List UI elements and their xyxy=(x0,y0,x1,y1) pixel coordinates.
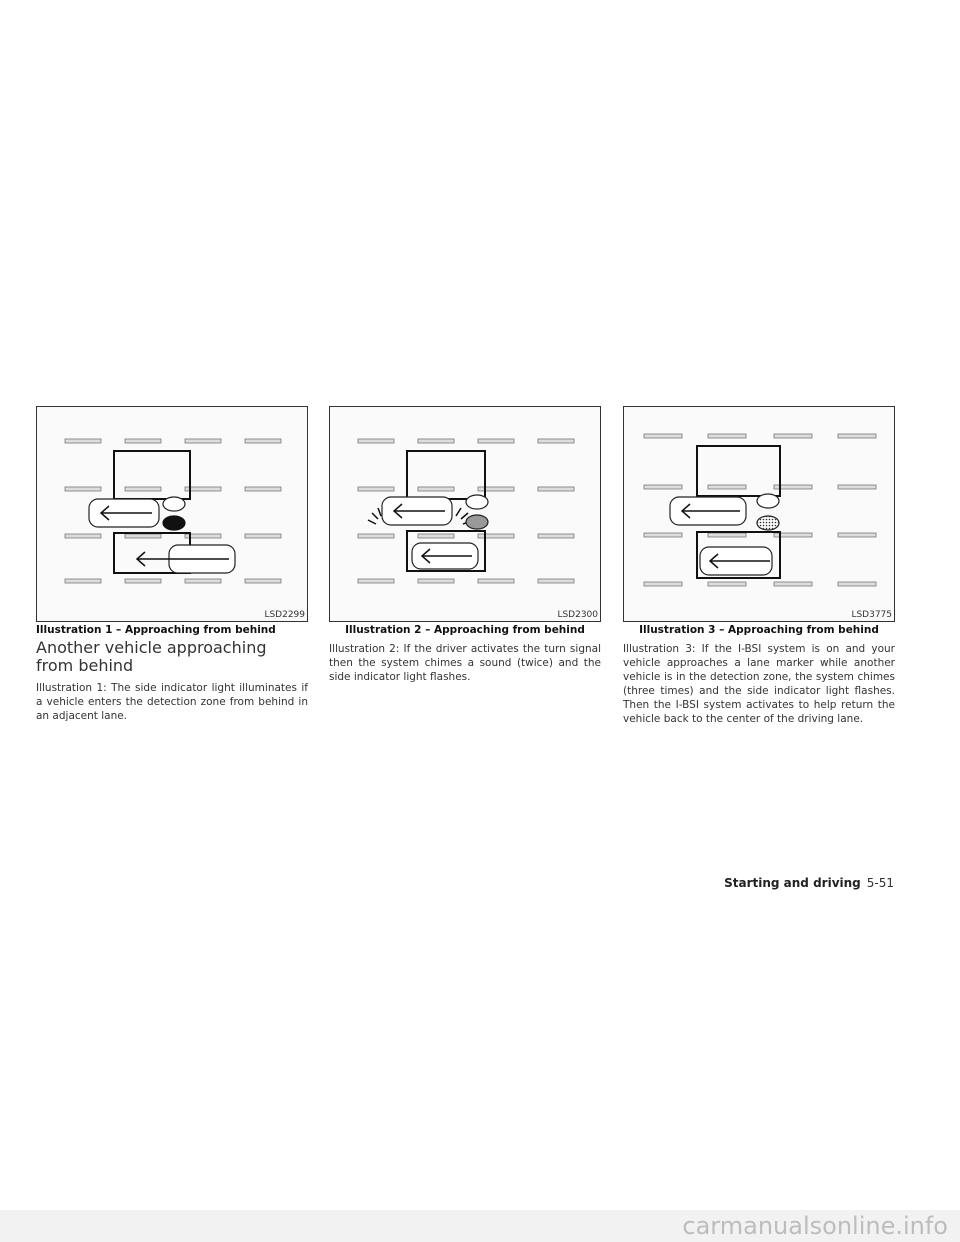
paragraph: Illustration 2: If the driver activates the turn signal then the system chimes a sound (twice) and the side indicator light flashes. xyxy=(329,643,601,683)
figure-caption: Illustration 1 – Approaching from behind xyxy=(36,624,276,636)
paragraph: Illustration 1: The side indicator light illuminates if a vehicle enters the detection zone from behind in an adjacent lane. xyxy=(36,682,308,722)
figure-code: LSD3775 xyxy=(851,610,892,620)
watermark: carmanualsonline.info xyxy=(0,1210,960,1242)
column-2 xyxy=(329,406,601,684)
section-heading: Another vehicle approaching from behind xyxy=(36,638,267,675)
illustration-2-drawing xyxy=(330,407,600,621)
paragraph: Illustration 3: If the I-BSI system is on and your vehicle approaches a lane marker while another vehicle is in the detection zone, the system chimes (three times) and the side indicator light flashes. Then the I-BSI system activates to help return the vehicle back to the center of the driving lane. xyxy=(623,643,895,725)
page-number: 5-51 xyxy=(866,876,894,890)
footer-section-title: Starting and driving xyxy=(724,876,861,890)
illustration-3-drawing xyxy=(624,407,894,621)
figure-code: LSD2299 xyxy=(264,610,305,620)
column-3 xyxy=(623,406,895,726)
illustration-2 xyxy=(329,406,601,622)
figure-caption: Illustration 2 – Approaching from behind xyxy=(345,624,585,636)
illustration-1 xyxy=(36,406,308,622)
figure-code: LSD2300 xyxy=(557,610,598,620)
illustration-1-drawing xyxy=(37,407,307,621)
illustration-3 xyxy=(623,406,895,622)
page-footer xyxy=(724,876,894,890)
column-1 xyxy=(36,406,308,723)
figure-caption: Illustration 3 – Approaching from behind xyxy=(639,624,879,636)
